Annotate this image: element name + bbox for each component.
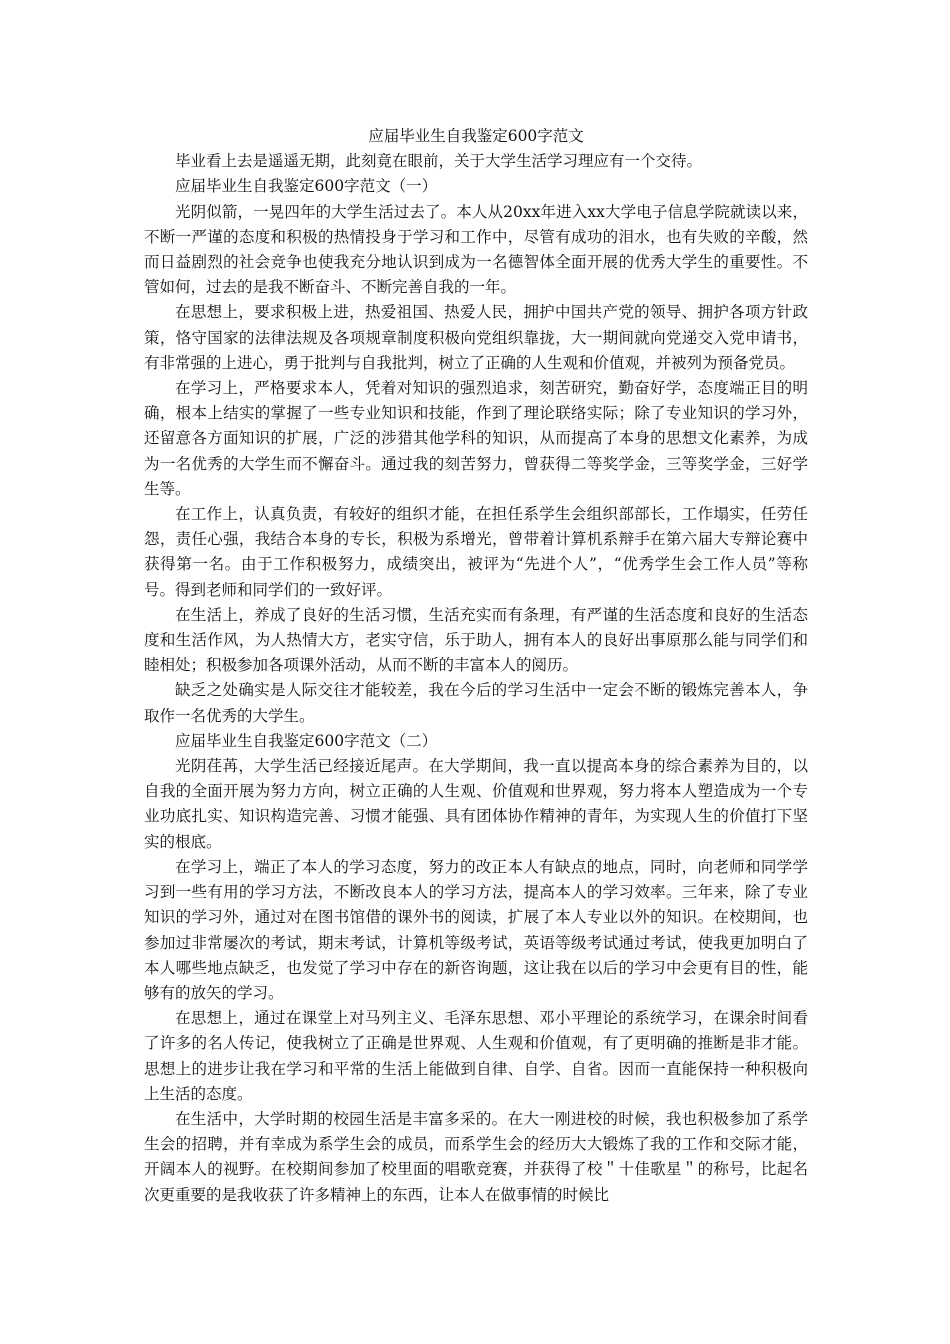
- section-2-paragraph: 在生活中，大学时期的校园生活是丰富多采的。在大一刚进校的时候，我也积极参加了系学生会的招聘，并有幸成为系学生会的成员，而系学生会的经历大大锻炼了我的工作和交际才能，开阔本人的视野。在校期间参加了校里面的唱歌竞赛，并获得了校＂十佳歌星＂的称号，比起名次更重要的是我收获了许多精神上的东西，让本人在做事情的时候比: [144, 1109, 808, 1204]
- section-1-paragraph: 在学习上，严格要求本人，凭着对知识的强烈追求，刻苦研究，勤奋好学，态度端正目的明确，根本上结实的掌握了一些专业知识和技能，作到了理论联络实际；除了专业知识的学习外，还留意各方面知识的扩展，广泛的涉猎其他学科的知识，从而提高了本身的思想文化素养，为成为一名优秀的大学生而不懈奋斗。通过我的刻苦努力，曾获得二等奖学金，三等奖学金，三好学生等。: [144, 379, 808, 498]
- section-2-paragraph: 光阴荏苒，大学生活已经接近尾声。在大学期间，我一直以提高本身的综合素养为目的，以自我的全面开展为努力方向，树立正确的人生观、价值观和世界观，努力将本人塑造成为一个专业功底扎实、知识构造完善、习惯才能强、具有团体协作精神的青年，为实现人生的价值打下坚实的根底。: [144, 757, 808, 851]
- section-2-heading: 应届毕业生自我鉴定600字范文（二）: [175, 731, 438, 750]
- document-page: [144, 124, 808, 1208]
- section-1-paragraph: 在生活上，养成了良好的生活习惯，生活充实而有条理，有严谨的生活态度和良好的生活态度和生活作风，为人热情大方，老实守信，乐于助人，拥有本人的良好出事原那么能与同学们和睦相处；积极参加各项课外活动，从而不断的丰富本人的阅历。: [144, 605, 808, 675]
- section-1-paragraph: 光阴似箭，一晃四年的大学生活过去了。本人从20xx年进入xx大学电子信息学院就读以来，不断一严谨的态度和积极的热情投身于学习和工作中，尽管有成功的泪水，也有失败的辛酸，然而日益剧烈的社会竞争也使我充分地认识到成为一名德智体全面开展的优秀大学生的重要性。不管如何，过去的是我不断奋斗、不断完善自我的一年。: [144, 202, 808, 297]
- section-1-paragraph: 缺乏之处确实是人际交往才能较差，我在今后的学习生活中一定会不断的锻炼完善本人，争取作一名优秀的大学生。: [144, 681, 808, 725]
- document-title: 应届毕业生自我鉴定600字范文: [368, 127, 584, 145]
- section-1-paragraph: 在思想上，要求积极上进，热爱祖国、热爱人民，拥护中国共产党的领导、拥护各项方针政策，恪守国家的法律法规及各项规章制度积极向党组织靠拢，大一期间就向党递交入党申请书，有非常强的上进心，勇于批判与自我批判，树立了正确的人生观和价值观，并被列为预备党员。: [144, 303, 808, 372]
- section-1-heading: 应届毕业生自我鉴定600字范文（一）: [175, 177, 438, 196]
- intro-paragraph: 毕业看上去是遥遥无期，此刻竟在眼前，关于大学生活学习理应有一个交待。: [175, 152, 703, 171]
- section-2-paragraph: 在思想上，通过在课堂上对马列主义、毛泽东思想、邓小平理论的系统学习，在课余时间看了许多的名人传记，使我树立了正确是世界观、人生观和价值观，有了更明确的推断是非才能。思想上的进步让我在学习和平常的生活上能做到自律、自学、自省。因而一直能保持一种积极向上生活的态度。: [144, 1009, 808, 1103]
- section-2-paragraph: 在学习上，端正了本人的学习态度，努力的改正本人有缺点的地点，同时，向老师和同学学习到一些有用的学习方法，不断改良本人的学习方法，提高本人的学习效率。三年来，除了专业知识的学习外，通过对在图书馆借的课外书的阅读，扩展了本人专业以外的知识。在校期间，也参加过非常屡次的考试，期末考试，计算机等级考试，英语等级考试通过考试，使我更加明白了本人哪些地点缺乏，也发觉了学习中存在的新咨询题，这让我在以后的学习中会更有目的性，能够有的放矢的学习。: [144, 857, 808, 1002]
- section-1-paragraph: 在工作上，认真负责，有较好的组织才能，在担任系学生会组织部部长，工作塌实，任劳任怨，责任心强，我结合本身的专长，积极为系增光，曾带着计算机系辩手在第六届大专辩论赛中获得第一名。由于工作积极努力，成绩突出，被评为“先进个人”，“优秀学生会工作人员”等称号。得到老师和同学们的一致好评。: [144, 505, 808, 599]
